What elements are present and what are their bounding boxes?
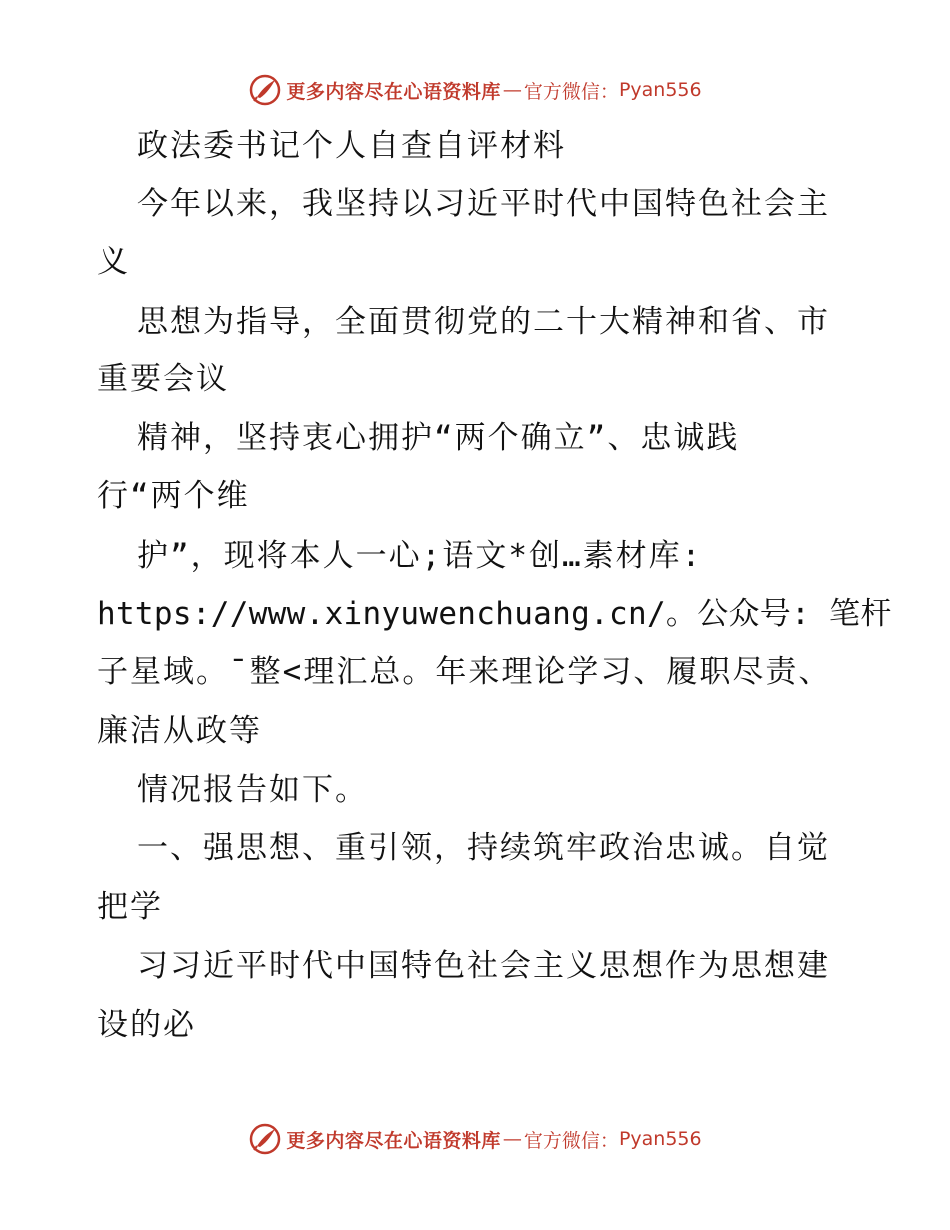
banner-separator: —: [502, 79, 522, 101]
banner-wechat-label: 官方微信：: [523, 80, 619, 103]
doc-line: 思想为指导，全面贯彻党的二十大精神和省、市: [137, 304, 830, 340]
banner-brand-text: 更多内容尽在心语资料库: [286, 1129, 501, 1152]
banner-wechat-id: Pyan556: [618, 79, 702, 101]
doc-line: 精神，坚持衷心拥护“两个确立”、忠诚践: [137, 420, 740, 456]
doc-line: 义: [97, 244, 130, 280]
doc-line: 行“两个维: [97, 478, 250, 514]
banner-wechat-id: Pyan556: [618, 1128, 702, 1150]
doc-line: 廉洁从政等: [97, 713, 262, 749]
doc-line: 把学: [97, 889, 163, 925]
doc-line: 设的必: [97, 1007, 196, 1043]
footer-watermark-banner: [0, 1119, 950, 1159]
banner-wechat-label: 官方微信：: [523, 1129, 619, 1152]
doc-line: 一、强思想、重引领，持续筑牢政治忠诚。自觉: [137, 830, 830, 866]
quill-logo-icon: [248, 73, 282, 107]
doc-line: 子星域。¯整<理汇总。年来理论学习、履职尽责、: [97, 654, 832, 690]
header-watermark-banner: [0, 70, 950, 110]
doc-line: https://www.xinyuwenchuang.cn/。公众号: 笔杆: [97, 596, 892, 632]
banner-brand-text: 更多内容尽在心语资料库: [286, 80, 501, 103]
banner-separator: —: [502, 1128, 522, 1150]
doc-line: 情况报告如下。: [137, 772, 368, 808]
doc-title: 政法委书记个人自查自评材料: [137, 128, 566, 164]
doc-line: 习习近平时代中国特色社会主义思想作为思想建: [137, 948, 830, 984]
doc-line: 今年以来，我坚持以习近平时代中国特色社会主: [137, 186, 830, 222]
quill-logo-icon: [248, 1122, 282, 1156]
doc-line: 护”，现将本人一心;语文*创…素材库:: [137, 538, 703, 574]
doc-line: 重要会议: [97, 361, 229, 397]
